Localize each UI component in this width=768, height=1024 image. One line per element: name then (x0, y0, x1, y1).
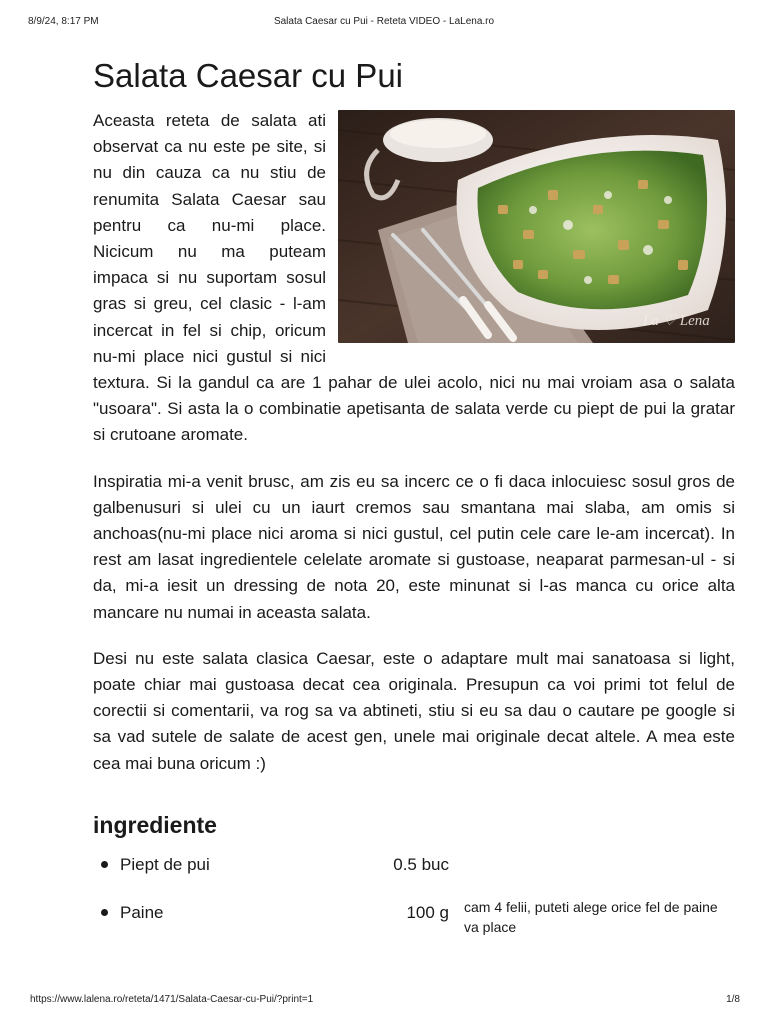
salad-photo-illustration (338, 110, 735, 343)
ingredient-name: Piept de pui (120, 854, 210, 874)
ingredients-heading: ingrediente (93, 811, 217, 838)
print-header (0, 16, 768, 30)
page-number: 1/8 (726, 994, 740, 1005)
salad-photo (338, 110, 735, 343)
bullet-icon (101, 861, 108, 868)
ingredient-name: Paine (120, 902, 164, 922)
bullet-icon (101, 909, 108, 916)
intro-paragraph-3: Desi nu este salata clasica Caesar, este o adaptare mult mai sanatoasa si light, poate chiar mai gustoasa decat cea originala. Presupun ca voi primi tot felul de corectii si comentarii, va rog sa va abtineti, stiu si eu sa dau o cautare pe google si sa vad sutele de salate de acest gen, unele mai originale decat altele. A mea este cea mai buna oricum :) (93, 648, 735, 773)
ingredients-list (93, 855, 735, 941)
print-datetime: 8/9/24, 8:17 PM (28, 16, 99, 27)
intro-paragraph-1: Aceasta reteta de salata ati observat ca nu este pe site, si nu din cauza ca nu stiu de renumita Salata Caesar sau pentru ca nu-mi place. Nicicum nu ma puteam impaca si nu suportam sosul gras si greu, cel clasic - l-am incercat in fel si chip, oricum nu-mi place nici gustul si nici textura. Si la gandul ca are 1 pahar de ulei acolo, nici nu mai vroiam asa o salata "usoara". Si asta la o combinatie apetisanta de salata verde cu piept de pui la gratar si crutoane aromate. (93, 111, 735, 445)
page-title: Salata Caesar cu Pui (93, 57, 404, 94)
article (93, 56, 735, 941)
intro-paragraph-2: Inspiratia mi-a venit brusc, am zis eu sa incerc ce o fi daca inlocuiesc sosul gros de galbenusuri si ulei cu un iaurt cremos sau smantana mai slaba, am omis si anchoas(nu-mi place nici aroma si nici gustul, cel putin cele care le-am incercat). In rest am lasat ingredientele celelate aromate si gustoase, neaparat parmesan-ul - si da, mi-a iesit un dressing de nota 20, este minunat si l-as manca cu orice alta mancare nu numai in aceasta salata. (93, 471, 735, 622)
print-url: https://www.lalena.ro/reteta/1471/Salata-Caesar-cu-Pui/?print=1 (30, 994, 314, 1005)
watermark-logo: La ♡ Lena (643, 313, 710, 329)
ingredient-note: cam 4 felii, puteti alege orice fel de paine va place (464, 898, 718, 935)
ingredient-quantity: 100 g (406, 902, 449, 922)
print-document-title: Salata Caesar cu Pui - Reteta VIDEO - LaLena.ro (273, 16, 495, 27)
ingredient-quantity: 0.5 buc (393, 854, 449, 874)
ingredient-item (93, 898, 735, 941)
print-footer (0, 994, 768, 1008)
ingredient-item (93, 855, 735, 893)
